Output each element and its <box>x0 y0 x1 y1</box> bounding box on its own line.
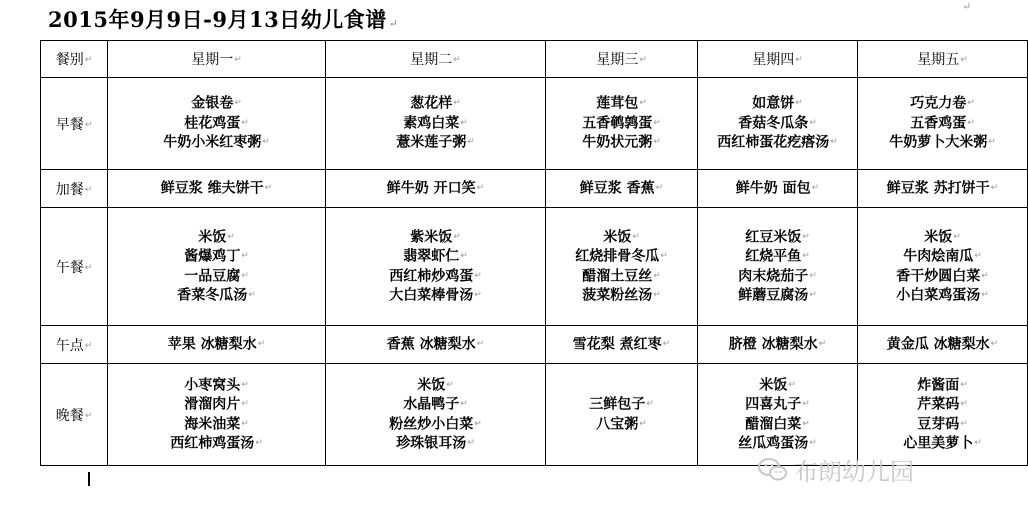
paragraph-mark-icon: ↵ <box>802 418 810 429</box>
menu-cell <box>326 78 546 170</box>
meal-header: 餐别↵ <box>41 41 108 78</box>
menu-item: 红豆米饭↵ <box>745 229 810 245</box>
menu-item: 香菇冬瓜条↵ <box>738 115 817 132</box>
menu-item: 莲茸包↵ <box>596 95 647 112</box>
wechat-icon <box>758 457 788 483</box>
menu-item: 巧克力卷↵ <box>910 95 975 112</box>
menu-item: 一品豆腐↵ <box>184 268 249 284</box>
menu-item: 心里美萝卜↵ <box>903 435 982 452</box>
menu-item: 薏米莲子粥↵ <box>396 134 475 151</box>
page-title: 2015年9月9日-9月13日幼儿食谱 ↵ <box>48 7 399 32</box>
menu-cell <box>698 170 858 208</box>
paragraph-mark-icon: ↵ <box>974 251 982 261</box>
paragraph-mark-icon: ↵ <box>990 338 999 349</box>
paragraph-mark-icon: ↵ <box>653 117 661 128</box>
paragraph-mark-icon: ↵ <box>227 231 235 242</box>
menu-item: 三鲜包子↵ <box>589 396 654 413</box>
meal-row <box>41 78 1028 170</box>
paragraph-mark-icon: ↵ <box>388 17 399 30</box>
cell-mark-icon: ↵ <box>84 262 93 273</box>
menu-item: 葱花样↵ <box>410 95 461 112</box>
paragraph-mark-icon: ↵ <box>646 399 654 409</box>
paragraph-mark-icon: ↵ <box>990 182 999 193</box>
paragraph-mark-icon: ↵ <box>795 98 803 109</box>
menu-item: 香干炒圆白菜↵ <box>896 268 989 284</box>
paragraph-mark-icon: ↵ <box>241 399 249 409</box>
menu-item: 五香鸡蛋↵ <box>910 115 975 132</box>
paragraph-mark-icon: ↵ <box>830 137 838 148</box>
menu-cell <box>108 326 326 364</box>
paragraph-mark-icon: ↵ <box>655 182 664 193</box>
meal-label: 午餐↵ <box>41 208 108 326</box>
paragraph-mark-icon: ↵ <box>974 438 982 448</box>
meal-label: 晚餐↵ <box>41 364 108 466</box>
paragraph-mark-icon: ↵ <box>446 379 454 390</box>
meal-row <box>41 208 1028 326</box>
meal-label: 加餐↵ <box>41 170 108 208</box>
meal-label: 午点↵ <box>41 326 108 364</box>
paragraph-mark-icon: ↵ <box>988 137 996 148</box>
menu-item: 紫米饭↵ <box>410 229 461 245</box>
paragraph-mark-icon: ↵ <box>660 251 668 261</box>
meal-row <box>41 170 1028 208</box>
menu-item: 牛奶小米红枣粥↵ <box>163 134 270 151</box>
menu-item: 豆芽码↵ <box>917 416 968 432</box>
cell-mark-icon: ↵ <box>639 55 647 65</box>
day-header: 星期四↵ <box>698 41 858 78</box>
menu-item: 水晶鸭子↵ <box>403 396 468 413</box>
paragraph-mark-icon: ↵ <box>241 117 249 128</box>
menu-item: 素鸡白菜↵ <box>403 115 468 132</box>
paragraph-mark-icon: ↵ <box>476 338 485 349</box>
paragraph-mark-icon: ↵ <box>809 438 817 448</box>
paragraph-mark-icon: ↵ <box>241 418 249 429</box>
menu-item: 丝瓜鸡蛋汤↵ <box>738 435 817 452</box>
paragraph-mark-icon: ↵ <box>809 270 817 281</box>
paragraph-mark-icon: ↵ <box>802 399 810 409</box>
paragraph-mark-icon: ↵ <box>241 379 249 390</box>
menu-item: 海米油菜↵ <box>184 416 249 432</box>
menu-item: 醋溜土豆丝↵ <box>582 268 661 284</box>
menu-item: 四喜丸子↵ <box>745 396 810 413</box>
menu-item: 米饭↵ <box>924 229 961 245</box>
paragraph-mark-icon: ↵ <box>960 379 968 390</box>
paragraph-mark-icon: ↵ <box>662 338 671 349</box>
menu-item: 翡翠虾仁↵ <box>403 248 468 265</box>
menu-item: 鲜蘑豆腐汤↵ <box>738 287 817 304</box>
menu-cell <box>858 78 1028 170</box>
paragraph-mark-icon: ↵ <box>981 270 989 281</box>
menu-cell <box>546 78 698 170</box>
paragraph-mark-icon: ↵ <box>653 290 661 300</box>
paragraph-mark-icon: ↵ <box>809 290 817 300</box>
day-header: 星期五↵ <box>858 41 1028 78</box>
menu-item: 酱爆鸡丁↵ <box>184 248 249 265</box>
menu-cell <box>108 364 326 466</box>
paragraph-mark-icon: ↵ <box>474 418 482 429</box>
menu-item: 醋溜白菜↵ <box>745 416 810 432</box>
menu-item: 鲜豆浆 香蕉↵ <box>579 180 664 197</box>
paragraph-mark-icon: ↵ <box>802 251 810 261</box>
paragraph-mark-icon: ↵ <box>632 231 640 242</box>
menu-cell <box>326 326 546 364</box>
menu-item: 香菜冬瓜汤↵ <box>177 287 256 304</box>
menu-item: 芹菜码↵ <box>917 396 968 413</box>
meal-row <box>41 326 1028 364</box>
day-header: 星期三↵ <box>546 41 698 78</box>
paragraph-mark-icon: ↵ <box>241 251 249 261</box>
paragraph-mark-icon: ↵ <box>453 98 461 109</box>
menu-cell <box>546 326 698 364</box>
cell-mark-icon: ↵ <box>84 410 93 421</box>
paragraph-mark-icon: ↵ <box>460 251 468 261</box>
paragraph-mark-icon: ↵ <box>811 182 820 193</box>
menu-item: 红烧排骨冬瓜↵ <box>575 248 668 265</box>
menu-item: 五香鹌鹑蛋↵ <box>582 115 661 132</box>
paragraph-mark-icon: ↵ <box>467 438 475 448</box>
menu-cell <box>698 326 858 364</box>
menu-item: 脐橙 冰糖梨水↵ <box>728 336 827 353</box>
day-header: 星期一↵ <box>108 41 326 78</box>
paragraph-mark-icon: ↵ <box>818 338 827 349</box>
paragraph-mark-icon: ↵ <box>809 117 817 128</box>
cell-mark-icon: ↵ <box>84 340 93 351</box>
menu-cell <box>698 78 858 170</box>
menu-item: 牛肉烩南瓜↵ <box>903 248 982 265</box>
paragraph-mark-icon: ↵ <box>639 418 647 429</box>
header-row <box>41 41 1028 78</box>
menu-item: 牛奶萝卜大米粥↵ <box>889 134 996 151</box>
watermark <box>758 452 914 487</box>
cell-mark-icon: ↵ <box>960 55 968 65</box>
menu-cell <box>546 170 698 208</box>
paragraph-mark-icon: ↵ <box>967 117 975 128</box>
menu-cell <box>858 364 1028 466</box>
menu-item: 炸酱面↵ <box>917 377 968 393</box>
paragraph-mark-icon: ↵ <box>653 270 661 281</box>
cell-mark-icon: ↵ <box>84 184 93 195</box>
menu-item: 米饭↵ <box>417 377 454 393</box>
menu-cell <box>546 208 698 326</box>
menu-item: 西红柿炒鸡蛋↵ <box>389 268 482 284</box>
menu-cell <box>108 78 326 170</box>
menu-cell <box>108 208 326 326</box>
paragraph-mark-icon: ↵ <box>453 231 461 242</box>
menu-item: 珍珠银耳汤↵ <box>396 435 475 452</box>
menu-item: 鲜牛奶 面包↵ <box>735 180 820 197</box>
watermark-text: 布朗幼儿园 <box>794 458 914 486</box>
menu-item: 西红柿鸡蛋汤↵ <box>170 435 263 452</box>
paragraph-mark-icon: ↵ <box>262 137 270 148</box>
menu-item: 粉丝炒小白菜↵ <box>389 416 482 432</box>
paragraph-mark-icon: ↵ <box>653 137 661 148</box>
paragraph-mark-icon: ↵ <box>788 379 796 390</box>
menu-cell <box>326 170 546 208</box>
menu-cell <box>108 170 326 208</box>
menu-item: 鲜牛奶 开口笑↵ <box>386 180 485 197</box>
cell-mark-icon: ↵ <box>234 55 242 65</box>
menu-item: 肉末烧茄子↵ <box>738 268 817 284</box>
menu-item: 香蕉 冰糖梨水↵ <box>386 336 485 353</box>
menu-item: 桂花鸡蛋↵ <box>184 115 249 132</box>
paragraph-mark-icon: ↵ <box>962 0 972 13</box>
paragraph-mark-icon: ↵ <box>960 399 968 409</box>
paragraph-mark-icon: ↵ <box>639 98 647 109</box>
menu-item: 米饭↵ <box>759 377 796 393</box>
menu-cell <box>858 208 1028 326</box>
menu-cell <box>326 364 546 466</box>
paragraph-mark-icon: ↵ <box>802 231 810 242</box>
menu-cell <box>698 208 858 326</box>
menu-item: 滑溜肉片↵ <box>184 396 249 413</box>
paragraph-mark-icon: ↵ <box>467 137 475 148</box>
meal-row <box>41 364 1028 466</box>
paragraph-mark-icon: ↵ <box>960 418 968 429</box>
paragraph-mark-icon: ↵ <box>255 438 263 448</box>
paragraph-mark-icon: ↵ <box>234 98 242 109</box>
menu-cell <box>326 208 546 326</box>
paragraph-mark-icon: ↵ <box>967 98 975 109</box>
paragraph-mark-icon: ↵ <box>474 290 482 300</box>
paragraph-mark-icon: ↵ <box>460 117 468 128</box>
cell-mark-icon: ↵ <box>84 55 93 65</box>
menu-item: 西红柿蛋花疙瘩汤↵ <box>717 134 838 151</box>
paragraph-mark-icon: ↵ <box>241 270 249 281</box>
meal-label: 早餐↵ <box>41 78 108 170</box>
paragraph-mark-icon: ↵ <box>953 231 961 242</box>
menu-item: 红烧平鱼↵ <box>745 248 810 265</box>
menu-item: 米饭↵ <box>603 229 640 245</box>
menu-cell <box>546 364 698 466</box>
paragraph-mark-icon: ↵ <box>460 399 468 409</box>
paragraph-mark-icon: ↵ <box>476 182 485 193</box>
cell-mark-icon: ↵ <box>84 119 93 130</box>
paragraph-mark-icon: ↵ <box>474 270 482 281</box>
menu-item: 牛奶状元粥↵ <box>582 134 661 151</box>
menu-item: 鲜豆浆 维夫饼干↵ <box>160 180 273 197</box>
menu-item: 如意饼↵ <box>752 95 803 112</box>
menu-item: 鲜豆浆 苏打饼干↵ <box>886 180 999 197</box>
paragraph-mark-icon: ↵ <box>257 338 266 349</box>
menu-table <box>40 40 1028 466</box>
menu-item: 菠菜粉丝汤↵ <box>582 287 661 304</box>
day-header: 星期二↵ <box>326 41 546 78</box>
menu-item: 苹果 冰糖梨水↵ <box>167 336 266 353</box>
menu-item: 八宝粥↵ <box>596 416 647 432</box>
menu-cell <box>698 364 858 466</box>
menu-item: 黄金瓜 冰糖梨水↵ <box>886 336 999 353</box>
paragraph-mark-icon: ↵ <box>248 290 256 300</box>
menu-item: 金银卷↵ <box>191 95 242 112</box>
menu-item: 米饭↵ <box>198 229 235 245</box>
cell-mark-icon: ↵ <box>453 55 461 65</box>
menu-cell <box>858 326 1028 364</box>
text-cursor <box>88 472 90 486</box>
menu-item: 大白菜棒骨汤↵ <box>389 287 482 304</box>
menu-item: 小枣窝头↵ <box>184 377 249 393</box>
menu-item: 雪花梨 煮红枣↵ <box>572 336 671 353</box>
menu-item: 小白菜鸡蛋汤↵ <box>896 287 989 304</box>
paragraph-mark-icon: ↵ <box>264 182 273 193</box>
paragraph-mark-icon: ↵ <box>981 290 989 300</box>
cell-mark-icon: ↵ <box>795 55 803 65</box>
menu-cell <box>858 170 1028 208</box>
